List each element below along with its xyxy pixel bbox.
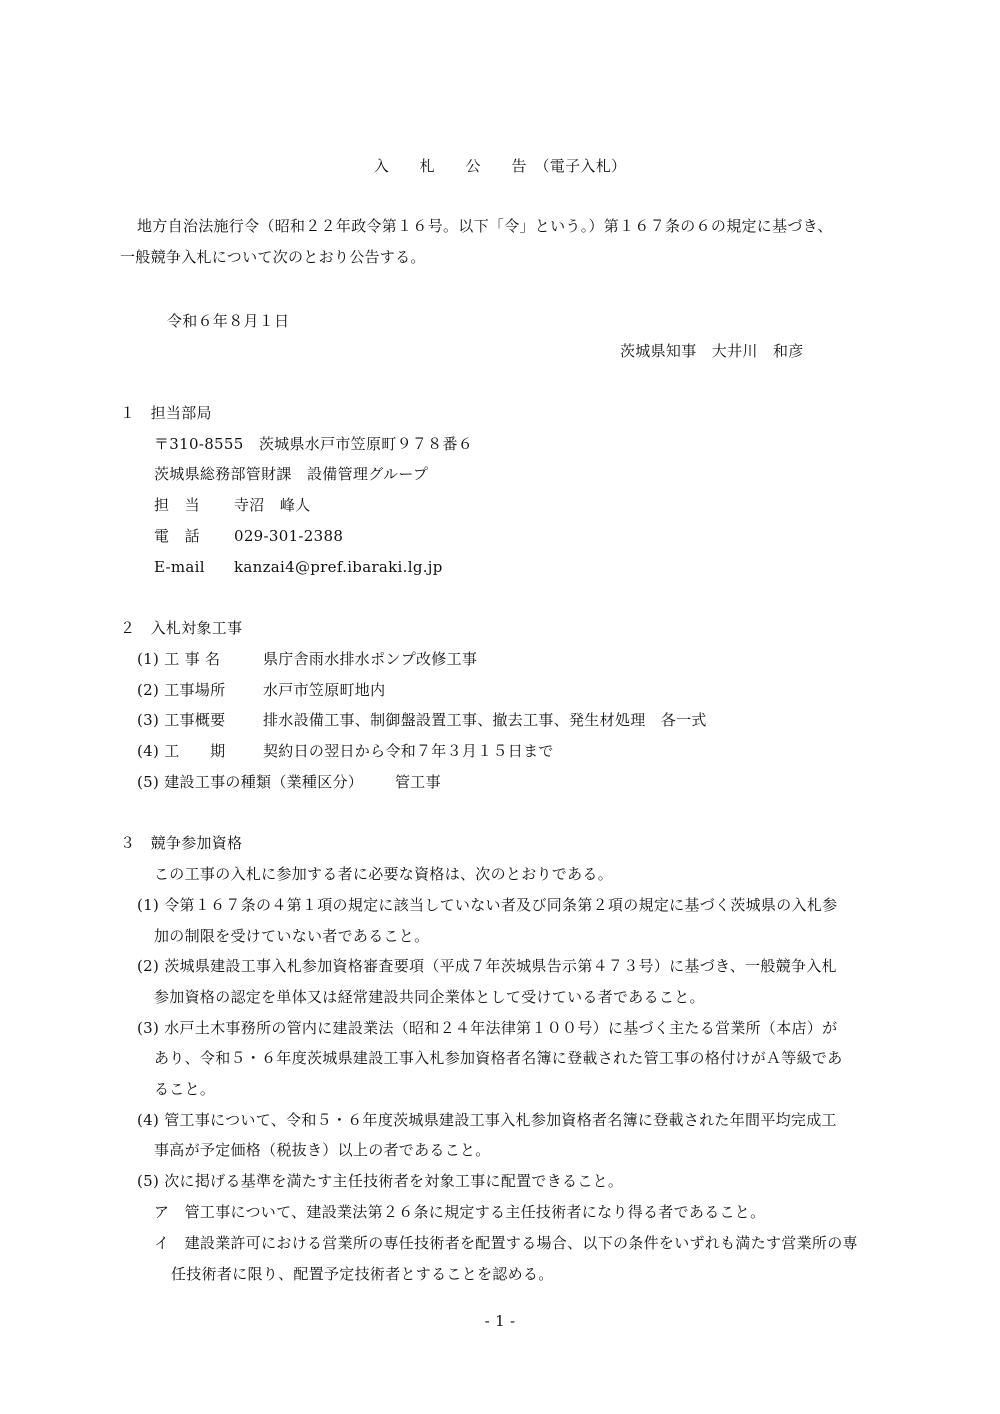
page-number: - 1 -: [484, 1312, 516, 1330]
qualification-5: (5) 次に掲げる基準を満たす主任技術者を対象工事に配置できること。: [137, 1172, 624, 1190]
qualification-1-line-1: (1) 令第１６７条の４第１項の規定に該当していない者及び同条第２項の規定に基づく茨城県の入札参: [137, 896, 838, 914]
issuer: 茨城県知事 大井川 和彦: [620, 342, 804, 360]
section-3-lead: この工事の入札に参加する者に必要な資格は、次のとおりである。: [154, 865, 614, 883]
contact-person: 寺沼 峰人: [234, 496, 311, 514]
qualification-3-line-1: (3) 水戸土木事務所の管内に建設業法（昭和２４年法律第１００号）に基づく主たる営業所（本店）が: [137, 1019, 838, 1037]
qualification-2-line-1: (2) 茨城県建設工事入札参加資格審査要項（平成７年茨城県告示第４７３号）に基づき、一般競争入札: [137, 957, 837, 975]
office-department: 茨城県総務部管財課 設備管理グループ: [154, 465, 429, 483]
section-2-heading: ２ 入札対象工事: [120, 619, 243, 637]
qualification-3-line-2: あり、令和５・６年度茨城県建設工事入札参加資格者名簿に登載された管工事の格付けがＡ等級であ: [154, 1049, 843, 1067]
section-3-heading: ３ 競争参加資格: [120, 834, 243, 852]
work-location-label: (2) 工事場所: [137, 681, 226, 699]
qualification-3-line-3: ること。: [154, 1080, 216, 1098]
work-location-value: 水戸市笠原町地内: [263, 681, 386, 699]
work-name-value: 県庁舎雨水排水ポンプ改修工事: [263, 650, 478, 668]
work-type-label: (5) 建設工事の種類（業種区分）: [137, 773, 364, 791]
work-period-label: (4) 工 期: [137, 742, 226, 760]
phone-number: 029-301-2388: [234, 527, 344, 545]
intro-line-2: 一般競争入札について次のとおり公告する。: [120, 248, 426, 266]
qualification-5-a: ア 管工事について、建設業法第２６条に規定する主任技術者になり得る者であること。: [154, 1203, 766, 1221]
qualification-5-i-line-2: 任技術者に限り、配置予定技術者とすることを認める。: [171, 1265, 554, 1283]
work-type-value: 管工事: [395, 773, 441, 791]
document-title: 入 札 公 告 （電子入札）: [373, 157, 627, 175]
qualification-2-line-2: 参加資格の認定を単体又は経常建設共同企業体として受けている者であること。: [154, 988, 705, 1006]
work-period-value: 契約日の翌日から令和７年３月１５日まで: [263, 742, 554, 760]
qualification-5-i-line-1: イ 建設業許可における営業所の専任技術者を配置する場合、以下の条件をいずれも満たす営業所の専: [154, 1234, 858, 1252]
email-label: E-mail: [154, 558, 205, 576]
work-summary-value: 排水設備工事、制御盤設置工事、撤去工事、発生材処理 各一式: [263, 711, 707, 729]
work-summary-label: (3) 工事概要: [137, 711, 226, 729]
contact-label: 担 当: [154, 496, 200, 514]
phone-label: 電 話: [154, 527, 200, 545]
qualification-4-line-1: (4) 管工事について、令和５・６年度茨城県建設工事入札参加資格者名簿に登載された年間平均完成工: [137, 1111, 837, 1129]
qualification-1-line-2: 加の制限を受けていない者であること。: [154, 927, 430, 945]
work-name-label: (1) 工 事 名: [137, 650, 221, 668]
intro-line-1: 地方自治法施行令（昭和２２年政令第１６号。以下「令」という。）第１６７条の６の規定に基づき、: [137, 217, 833, 235]
qualification-4-line-2: 事高が予定価格（税抜き）以上の者であること。: [154, 1141, 491, 1159]
notice-date: 令和６年８月１日: [167, 312, 290, 330]
section-1-heading: １ 担当部局: [120, 404, 212, 422]
office-address: 〒310-8555 茨城県水戸市笠原町９７８番６: [154, 435, 474, 453]
email-address: kanzai4@pref.ibaraki.lg.jp: [234, 558, 443, 576]
